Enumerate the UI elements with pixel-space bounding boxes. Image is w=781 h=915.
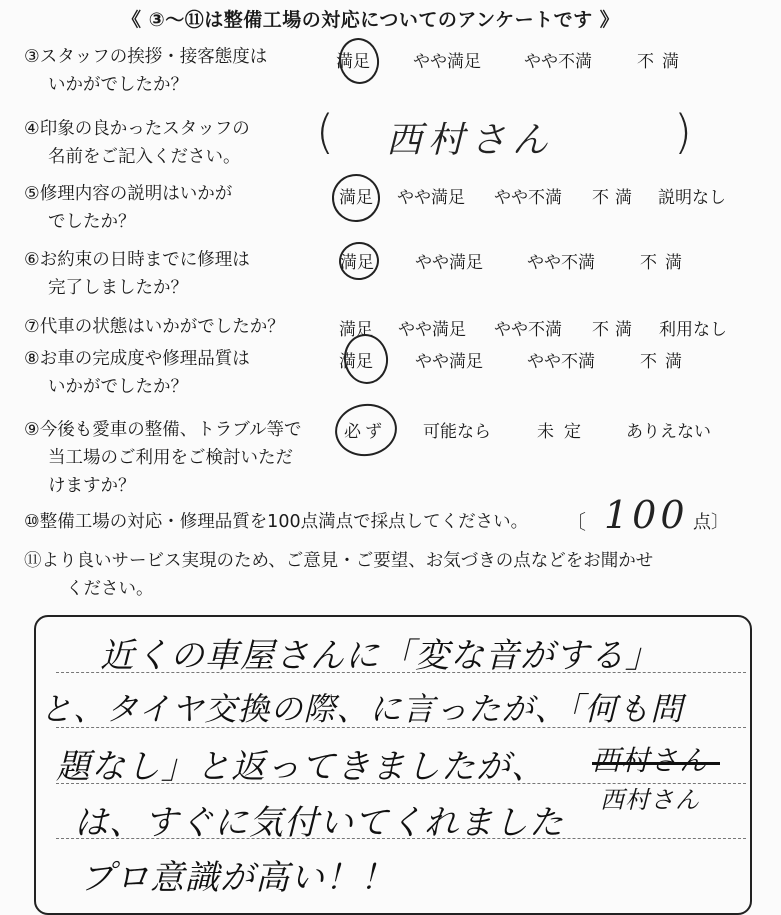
q7-option-dissatisfied[interactable]: 不満	[592, 320, 638, 340]
q6-answer-circle	[337, 239, 382, 282]
q6-option-dissatisfied[interactable]: 不満	[640, 253, 690, 273]
question-10-text: ⑩整備工場の対応・修理品質を100点満点で採点してください。	[24, 512, 529, 532]
question-6-line1: ⑥お約束の日時までに修理は	[24, 250, 250, 270]
comment-line-5: プロ意識が高い！！	[80, 858, 395, 898]
q8-option-somewhat-dissatisfied[interactable]: やや不満	[527, 352, 595, 372]
q7-option-satisfied[interactable]: 満足	[339, 320, 373, 340]
comment-line-1: 近くの車屋さんに「変な音がする」	[100, 636, 660, 676]
question-4-line2: 名前をご記入ください。	[48, 147, 241, 167]
question-9-line1: ⑨今後も愛車の整備、トラブル等で	[24, 420, 302, 440]
q3-option-satisfied[interactable]: 満足	[336, 52, 370, 72]
q5-option-somewhat-satisfied[interactable]: やや満足	[397, 188, 465, 208]
question-3-line2: いかがでしたか？	[48, 75, 188, 95]
q8-option-somewhat-satisfied[interactable]: やや満足	[415, 352, 483, 372]
question-8-text	[24, 345, 250, 401]
question-6-line2: 完了しましたか？	[48, 278, 188, 298]
q7-option-somewhat-dissatisfied[interactable]: やや不満	[494, 320, 562, 340]
q8-option-satisfied[interactable]: 満足	[339, 352, 373, 372]
question-11-text	[24, 547, 653, 603]
question-8-line2: いかがでしたか？	[48, 377, 188, 397]
q4-bracket-open: (	[316, 105, 334, 159]
q7-option-not-used[interactable]: 利用なし	[659, 320, 727, 340]
question-9-text	[24, 416, 302, 500]
question-3-line1: ③スタッフの挨拶・接客態度は	[24, 47, 268, 67]
q6-option-somewhat-satisfied[interactable]: やや満足	[415, 253, 483, 273]
q3-option-somewhat-satisfied[interactable]: やや満足	[413, 52, 481, 72]
comment-strikethrough	[592, 762, 720, 765]
q4-staff-name-answer[interactable]: 西村さん	[386, 120, 555, 161]
q8-option-dissatisfied[interactable]: 不満	[640, 352, 690, 372]
question-4-text	[24, 115, 250, 171]
question-11-line1: ⑪より良いサービス実現のため、ご意見・ご要望、お気づきの点などをお聞かせ	[24, 551, 654, 571]
question-8-line1: ⑧お車の完成度や修理品質は	[24, 349, 250, 369]
comment-line-4: は、すぐに気付いてくれました	[74, 803, 564, 843]
question-6-text	[24, 246, 250, 302]
q10-unit-bracket-close: 点〕	[693, 512, 729, 533]
q9-option-definitely[interactable]: 必ず	[344, 422, 386, 442]
q10-bracket-open: 〔	[566, 510, 586, 534]
question-5-line2: でしたか？	[48, 212, 136, 232]
question-3-text	[24, 43, 267, 99]
q6-option-somewhat-dissatisfied[interactable]: やや不満	[527, 253, 595, 273]
q4-bracket-close: )	[674, 105, 692, 159]
comment-line-3: 題なし」と返ってきましたが、	[56, 747, 546, 787]
q3-option-dissatisfied[interactable]: 不満	[637, 52, 687, 72]
q10-score-answer[interactable]: 100	[604, 493, 689, 537]
question-5-line1: ⑤修理内容の説明はいかが	[24, 184, 233, 204]
q5-answer-circle	[329, 171, 383, 225]
comment-struck-text: 西村さん	[592, 744, 709, 777]
q9-option-undecided[interactable]: 未定	[537, 422, 591, 442]
q5-option-no-explanation[interactable]: 説明なし	[658, 188, 726, 208]
question-5-text	[24, 180, 232, 236]
q9-option-if-possible[interactable]: 可能なら	[423, 422, 491, 442]
q5-option-somewhat-dissatisfied[interactable]: やや不満	[494, 188, 562, 208]
survey-title: 《 ③～⑪は整備工場の対応についてのアンケートです 》	[122, 9, 620, 31]
q7-option-somewhat-satisfied[interactable]: やや満足	[398, 320, 466, 340]
question-9-line3: けますか？	[48, 476, 136, 496]
question-7-text	[24, 313, 285, 341]
q5-option-dissatisfied[interactable]: 不満	[592, 188, 638, 208]
q6-option-satisfied[interactable]: 満足	[340, 253, 374, 273]
question-7-line1: ⑦代車の状態はいかがでしたか？	[24, 317, 285, 337]
comment-inserted-name: 西村さん	[600, 786, 700, 814]
question-11-line2: ください。	[66, 579, 154, 599]
q3-option-somewhat-dissatisfied[interactable]: やや不満	[524, 52, 592, 72]
comment-line-2: と、タイヤ交換の際、に言ったが、「何も問	[40, 690, 684, 728]
q3-answer-circle	[336, 35, 382, 86]
q5-option-satisfied[interactable]: 満足	[339, 188, 373, 208]
question-9-line2: 当工場のご利用をご検討いただ	[48, 448, 293, 468]
q9-option-unlikely[interactable]: ありえない	[626, 422, 711, 442]
question-4-line1: ④印象の良かったスタッフの	[24, 119, 250, 139]
q9-answer-circle	[332, 400, 401, 460]
